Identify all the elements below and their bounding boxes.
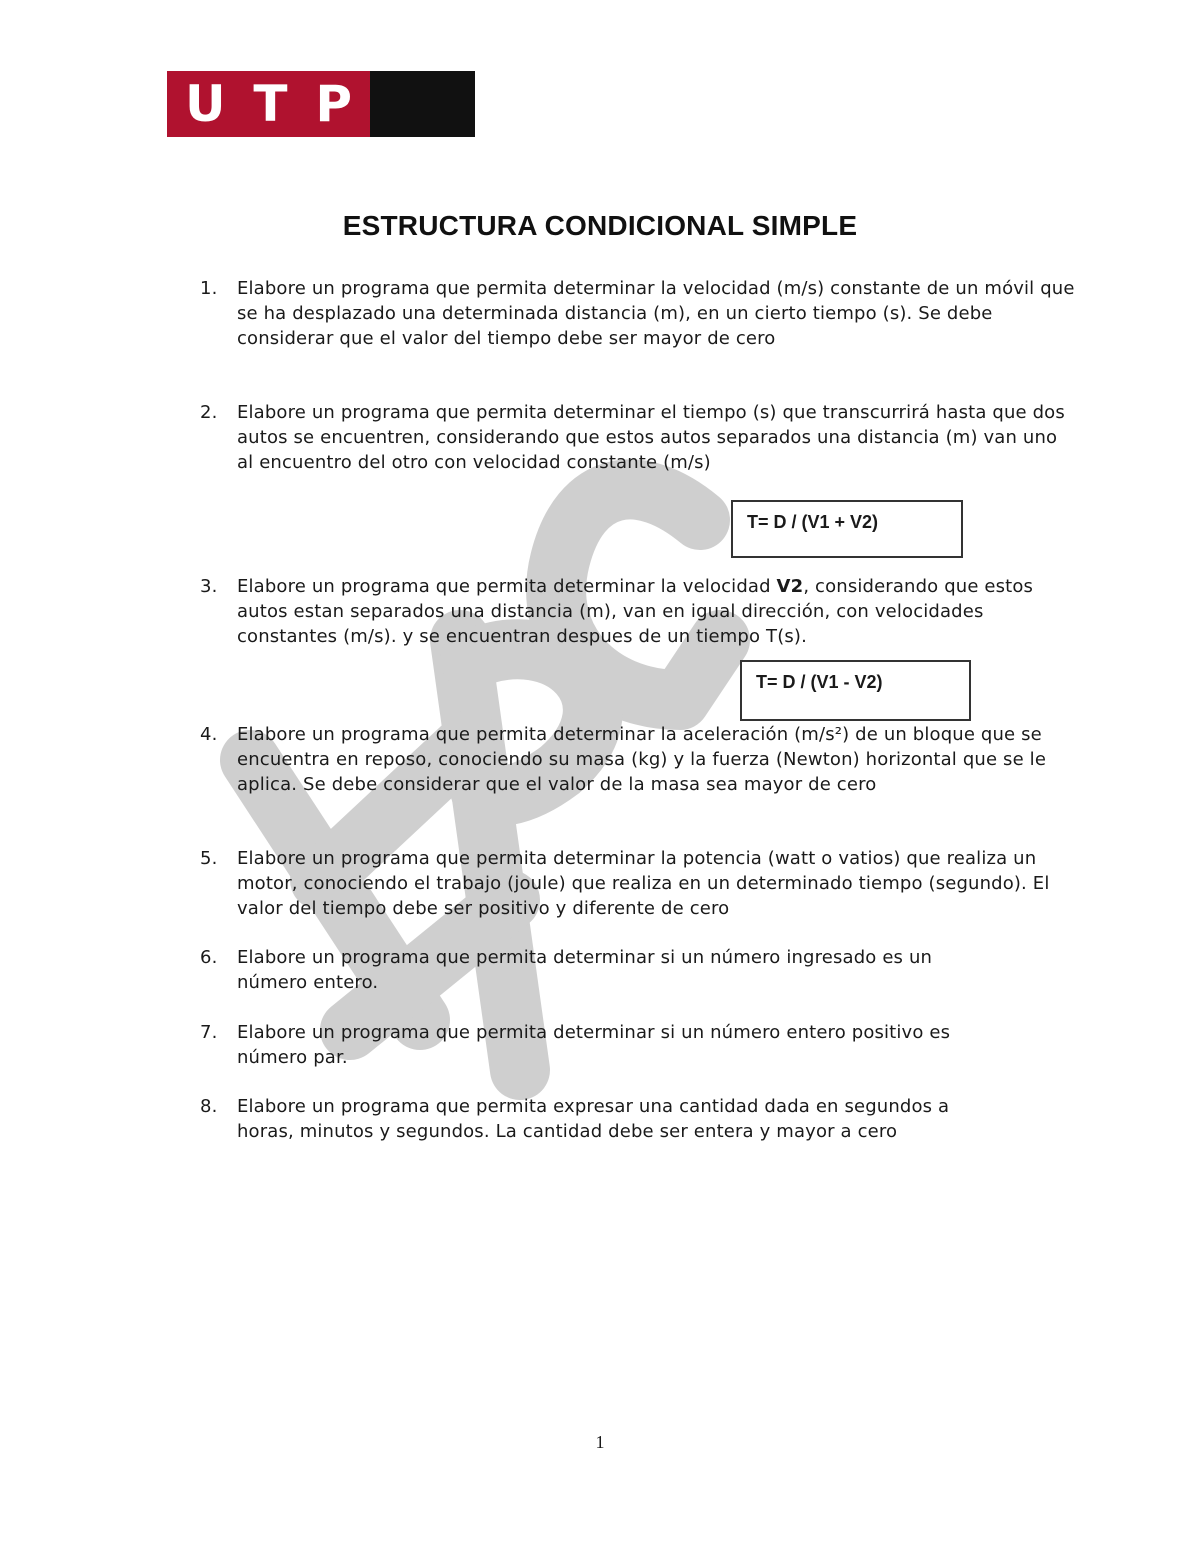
item-number: 3. <box>200 576 218 597</box>
item-text: Elabore un programa que permita expresar una cantidad dada en segundos a horas, minutos y segundos. La cantidad debe ser entera y mayor a cero <box>237 1096 950 1142</box>
item-text: Elabore un programa que permita determinar la aceleración (m/s²) de un bloque que se encuentra en reposo, conociendo su masa (kg) y la fuerza (Newton) horizontal que se le aplica. Se debe considerar que el valor de la masa sea mayor de cero <box>237 724 1047 795</box>
item-number: 6. <box>200 947 218 968</box>
logo-letter-u: U <box>184 75 226 133</box>
formula-box-encounter <box>731 500 963 558</box>
item-text: Elabore un programa que permita determinar el tiempo (s) que transcurrirá hasta que dos autos se encuentren, considerando que estos autos separados una distancia (m) van uno al encuentro del otro con velocidad constante (m/s) <box>237 402 1065 473</box>
item-text: Elabore un programa que permita determinar la velocidad (m/s) constante de un móvil que se ha desplazado una determinada distancia (m), en un cierto tiempo (s). Se debe considerar que el valor del tiempo debe ser mayor de cero <box>237 278 1075 349</box>
logo-red-block <box>167 71 370 137</box>
logo-letter-t: T <box>253 75 288 133</box>
item-number: 2. <box>200 402 218 423</box>
item-text-after: , considerando que estos autos estan separados una distancia (m), van en igual dirección, con velocidades constantes (m/s). y se encuentran despues de un tiempo T(s). <box>237 576 1034 647</box>
item-text <box>237 574 1077 649</box>
page-number: 1 <box>595 1432 605 1452</box>
item-text-bold: V2 <box>776 576 804 597</box>
item-text: Elabore un programa que permita determinar la potencia (watt o vatios) que realiza un motor, conociendo el trabajo (joule) que realiza en un determinado tiempo (segundo). El valor del tiempo debe ser positivo y diferente de cero <box>237 848 1050 919</box>
logo-black-block <box>370 71 475 137</box>
formula-box-pursuit <box>740 660 971 721</box>
item-number: 5. <box>200 848 218 869</box>
item-number: 4. <box>200 724 218 745</box>
item-number: 7. <box>200 1022 218 1043</box>
logo-letter-p: P <box>315 75 353 133</box>
item-text-before: Elabore un programa que permita determinar la velocidad <box>237 576 777 597</box>
formula-text: T= D / (V1 - V2) <box>756 672 883 692</box>
item-text: Elabore un programa que permita determinar si un número ingresado es un número entero. <box>237 947 933 993</box>
item-number: 8. <box>200 1096 218 1117</box>
formula-text: T= D / (V1 + V2) <box>747 512 879 532</box>
utp-logo <box>167 71 475 137</box>
item-text: Elabore un programa que permita determinar si un número entero positivo es número par. <box>237 1022 951 1068</box>
page-title: ESTRUCTURA CONDICIONAL SIMPLE <box>342 210 858 241</box>
item-number: 1. <box>200 278 218 299</box>
